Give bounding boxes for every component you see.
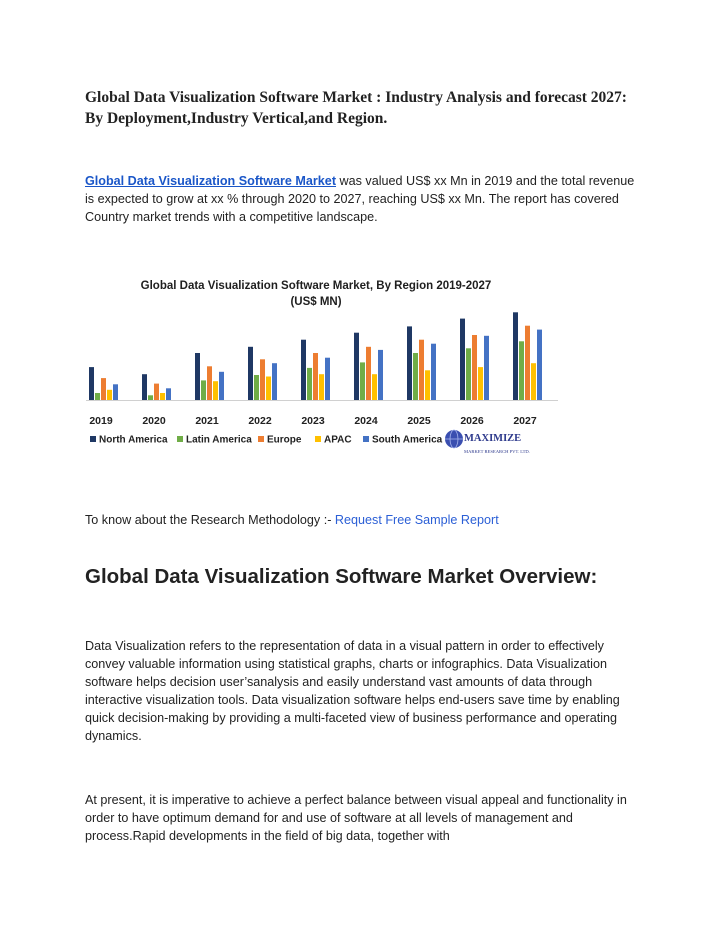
bar-europe-2021 xyxy=(207,366,212,400)
logo-name: MAXIMIZE xyxy=(464,433,522,444)
x-tick-label: 2027 xyxy=(513,415,537,427)
legend-swatch xyxy=(90,436,96,442)
chart-bars xyxy=(89,312,542,400)
bar-apac-2027 xyxy=(531,363,536,400)
bar-latin-america-2024 xyxy=(360,362,365,400)
overview-paragraph-2: At present, it is imperative to achieve a perfect balance between visual appeal and functionality in order to have optimum demand for and use of software at all levels of management and process.Rapid developments in the field of big data, together with xyxy=(85,793,627,843)
bar-south-america-2019 xyxy=(113,384,118,400)
legend-label: APAC xyxy=(324,434,352,446)
bar-latin-america-2022 xyxy=(254,375,259,400)
bar-south-america-2023 xyxy=(325,358,330,400)
bar-apac-2026 xyxy=(478,367,483,400)
legend-swatch xyxy=(258,436,264,442)
x-tick-label: 2024 xyxy=(354,415,378,427)
bar-europe-2025 xyxy=(419,340,424,400)
document-title: Global Data Visualization Software Market : Industry Analysis and forecast 2027: By Deployment,Industry Vertical,and Region. xyxy=(85,89,627,127)
bar-north-america-2019 xyxy=(89,367,94,400)
bar-south-america-2020 xyxy=(166,388,171,400)
logo-tagline: MARKET RESEARCH PVT. LTD. xyxy=(464,449,530,454)
bar-north-america-2021 xyxy=(195,353,200,400)
x-tick-label: 2022 xyxy=(248,415,272,427)
x-tick-label: 2020 xyxy=(142,415,166,427)
bar-south-america-2027 xyxy=(537,330,542,400)
intro-text: was valued US$ xx Mn in 2019 and the total revenue is expected to grow at xx % through 2020 to 2027, reaching US$ xx Mn. The report has covered Country market trends with a competitive landscape. xyxy=(85,174,635,224)
x-tick-label: 2025 xyxy=(407,415,431,427)
bar-north-america-2020 xyxy=(142,374,147,400)
bar-apac-2020 xyxy=(160,393,165,400)
bar-europe-2023 xyxy=(313,353,318,400)
bar-south-america-2025 xyxy=(431,344,436,400)
x-tick-label: 2023 xyxy=(301,415,325,427)
bar-latin-america-2026 xyxy=(466,348,471,400)
bar-latin-america-2021 xyxy=(201,380,206,400)
bar-apac-2025 xyxy=(425,370,430,400)
x-tick-label: 2021 xyxy=(195,415,219,427)
chart-subtitle: (US$ MN) xyxy=(290,296,342,308)
x-axis-ticks xyxy=(89,415,537,427)
market-report-link[interactable]: Global Data Visualization Software Market xyxy=(85,174,337,188)
legend-label: North America xyxy=(99,434,168,446)
bar-apac-2023 xyxy=(319,374,324,400)
intro-paragraph xyxy=(85,172,645,226)
methodology-line xyxy=(85,511,645,529)
bar-latin-america-2027 xyxy=(519,341,524,400)
bar-south-america-2021 xyxy=(219,372,224,400)
bar-south-america-2026 xyxy=(484,336,489,400)
bar-apac-2024 xyxy=(372,374,377,400)
methodology-prefix: To know about the Research Methodology :- xyxy=(85,513,335,527)
bar-latin-america-2019 xyxy=(95,393,100,400)
legend-swatch xyxy=(315,436,321,442)
legend-label: South America xyxy=(372,434,443,446)
bar-apac-2021 xyxy=(213,381,218,400)
legend-swatch xyxy=(363,436,369,442)
bar-europe-2024 xyxy=(366,347,371,400)
bar-europe-2022 xyxy=(260,359,265,400)
overview-paragraph-1: Data Visualization refers to the representation of data in a visual pattern in order to effectively convey valuable information using statistical graphs, charts or infographics. Data Visualization software helps decision user’sanalysis and easily understand vast amounts of data through interactive visualization tools. Data visualization software helps end-users save time by enabling quick decision-making by providing a multi-faceted view of business performance and operating dynamics. xyxy=(85,639,620,743)
bar-north-america-2024 xyxy=(354,333,359,400)
bar-south-america-2024 xyxy=(378,350,383,400)
bar-south-america-2022 xyxy=(272,363,277,400)
x-tick-label: 2026 xyxy=(460,415,484,427)
maximize-logo xyxy=(445,430,530,454)
bar-europe-2027 xyxy=(525,326,530,400)
bar-north-america-2026 xyxy=(460,319,465,400)
legend-swatch xyxy=(177,436,183,442)
bar-latin-america-2023 xyxy=(307,368,312,400)
bar-north-america-2027 xyxy=(513,312,518,400)
bar-europe-2020 xyxy=(154,384,159,400)
bar-europe-2026 xyxy=(472,335,477,400)
chart-title: Global Data Visualization Software Market, By Region 2019-2027 xyxy=(140,280,492,292)
overview-heading: Global Data Visualization Software Market Overview: xyxy=(85,565,598,588)
request-sample-link[interactable]: Request Free Sample Report xyxy=(334,513,499,527)
legend-label: Latin America xyxy=(186,434,252,446)
bar-north-america-2025 xyxy=(407,326,412,400)
region-bar-chart xyxy=(82,268,562,460)
bar-europe-2019 xyxy=(101,378,106,400)
bar-apac-2019 xyxy=(107,390,112,400)
bar-latin-america-2020 xyxy=(148,395,153,400)
x-tick-label: 2019 xyxy=(89,415,113,427)
chart-legend xyxy=(90,435,443,446)
legend-label: Europe xyxy=(267,434,302,446)
bar-apac-2022 xyxy=(266,377,271,401)
bar-north-america-2022 xyxy=(248,347,253,400)
bar-latin-america-2025 xyxy=(413,353,418,400)
bar-north-america-2023 xyxy=(301,340,306,400)
